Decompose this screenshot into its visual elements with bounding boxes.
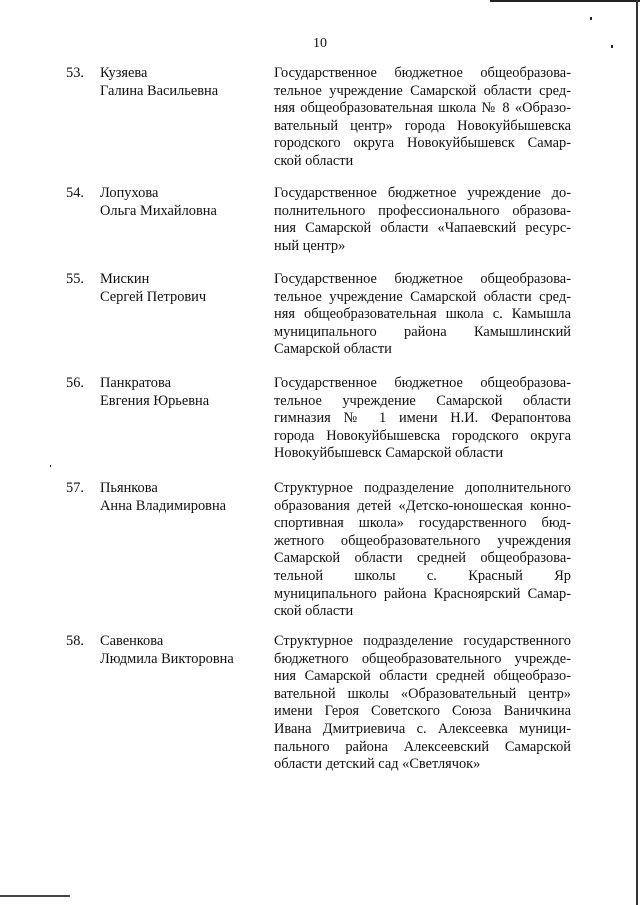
org-line: гимназия № 1 имени Н.И. Ферапонтова <box>274 410 571 427</box>
scan-speck <box>50 465 51 467</box>
org-line: города Новокуйбышевска городского округа <box>274 427 571 444</box>
person-name <box>100 271 270 306</box>
org-line: жетного общеобразовательного учреждения <box>274 532 571 549</box>
org-line: образования детей «Детско-юношеская конно- <box>274 497 571 514</box>
org-line: ской области <box>274 603 354 620</box>
organization-description <box>274 271 571 359</box>
org-line: муниципального района Красноярский Самар- <box>274 585 571 602</box>
person-given-names: Галина Васильевна <box>100 82 219 99</box>
person-given-names: Сергей Петрович <box>100 288 207 305</box>
org-line: Структурное подразделение государственного <box>274 633 571 649</box>
scan-speck <box>590 17 592 20</box>
org-line: Государственное бюджетное общеобразова- <box>274 375 571 391</box>
entry-number: 57. <box>66 480 84 496</box>
org-line: ния Самарской области «Чапаевский ресурс- <box>274 220 571 237</box>
org-line: спортивная школа» государственного бюд- <box>274 515 571 532</box>
entry-number: 55. <box>66 271 84 287</box>
org-line: области детский сад «Светлячок» <box>274 756 481 773</box>
org-line: няя общеобразовательная школа № 8 «Образо- <box>274 100 571 117</box>
person-surname: Мискин <box>100 271 150 287</box>
org-line: тельное учреждение Самарской области сред- <box>274 82 571 99</box>
org-line: Самарской области средней общеобразова- <box>274 550 571 567</box>
scan-edge-top <box>490 0 640 2</box>
person-given-names: Евгения Юрьевна <box>100 392 210 409</box>
entry-number: 53. <box>66 65 84 81</box>
entry-number: 54. <box>66 185 84 201</box>
org-line: ния Самарской области средней общеобразо- <box>274 668 571 685</box>
org-line: муниципального района Камышлинский <box>274 323 571 340</box>
person-name <box>100 65 270 100</box>
person-surname: Кузяева <box>100 65 148 81</box>
org-line: ный центр» <box>274 237 346 254</box>
page-number: 10 <box>313 36 327 51</box>
scan-edge-right <box>636 0 638 905</box>
org-line: Ивана Дмитриевича с. Алексеевка муници- <box>274 720 571 737</box>
person-name <box>100 480 270 515</box>
entry-number: 56. <box>66 375 84 391</box>
person-surname: Савенкова <box>100 633 164 649</box>
org-line: Государственное бюджетное учреждение до- <box>274 185 571 201</box>
entry-number: 58. <box>66 633 84 649</box>
org-line: бюджетного общеобразовательного учрежде- <box>274 650 571 667</box>
person-name <box>100 375 270 410</box>
org-line: ской области <box>274 152 354 169</box>
org-line: тельной школы с. Красный Яр <box>274 567 571 584</box>
org-line: Новокуйбышевск Самарской области <box>274 445 504 462</box>
org-line: пального района Алексеевский Самарской <box>274 738 571 755</box>
org-line: Государственное бюджетное общеобразова- <box>274 65 571 81</box>
organization-description <box>274 480 571 621</box>
org-line: няя общеобразовательная школа с. Камышла <box>274 306 571 323</box>
organization-description <box>274 375 571 463</box>
org-line: полнительного профессионального образова- <box>274 202 571 219</box>
person-surname: Панкратова <box>100 375 171 391</box>
org-line: тельное учреждение Самарской области <box>274 392 571 409</box>
org-line: имени Героя Советского Союза Ваничкина <box>274 703 571 720</box>
scan-edge-bottom <box>0 895 70 897</box>
org-line: Государственное бюджетное общеобразова- <box>274 271 571 287</box>
person-surname: Пьянкова <box>100 480 158 496</box>
person-name <box>100 185 270 220</box>
org-line: тельное учреждение Самарской области сред- <box>274 288 571 305</box>
org-line: вательной школы «Образовательный центр» <box>274 685 571 702</box>
person-name <box>100 633 270 668</box>
org-line: городского округа Новокуйбышевск Самар- <box>274 135 571 152</box>
org-line: вательный центр» города Новокуйбышевска <box>274 117 571 134</box>
organization-description <box>274 185 571 255</box>
person-given-names: Людмила Викторовна <box>100 650 234 667</box>
organization-description <box>274 633 571 774</box>
person-given-names: Анна Владимировна <box>100 497 227 514</box>
org-line: Самарской области <box>274 341 392 358</box>
org-line: Структурное подразделение дополнительного <box>274 480 571 496</box>
person-given-names: Ольга Михайловна <box>100 202 217 219</box>
person-surname: Лопухова <box>100 185 159 201</box>
organization-description <box>274 65 571 171</box>
